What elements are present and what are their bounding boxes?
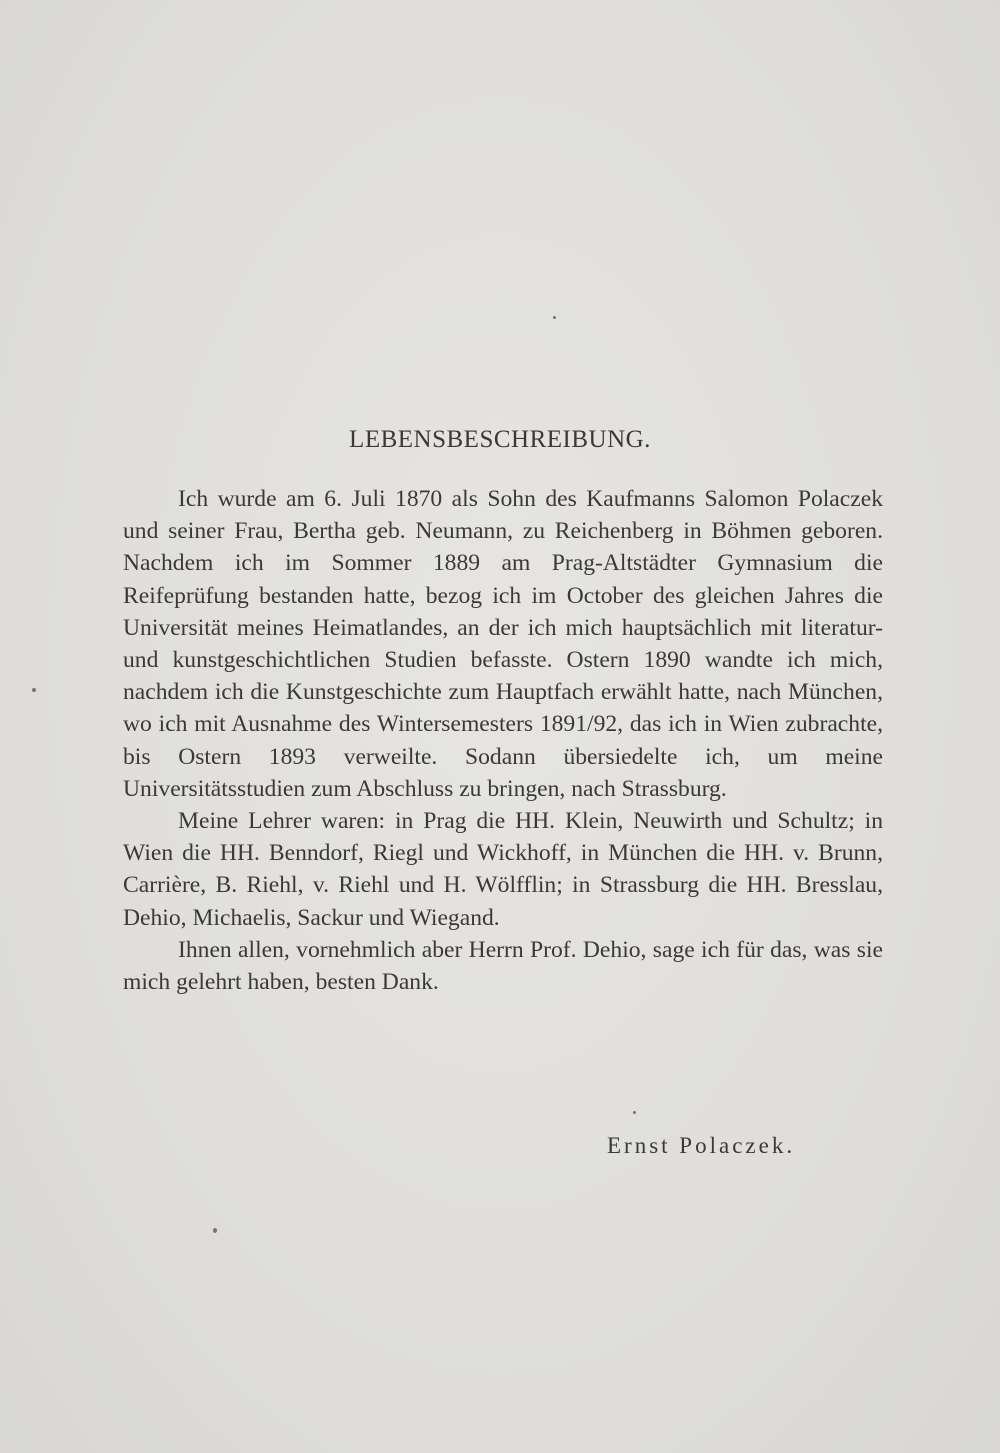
page-speck: [32, 688, 36, 692]
paragraph-biography: Ich wurde am 6. Juli 1870 als Sohn des Kaufmanns Salomon Polaczek und seiner Frau, Bertha geb. Neumann, zu Reichenberg in Böhmen geboren. Nachdem ich im Sommer 1889 am Prag-Altstädter Gymnasium die Reifeprüfung bestanden hatte, bezog ich im October des gleichen Jahres die Universität meines Heimatlandes, an der ich mich hauptsächlich mit literatur- und kunstgeschichtlichen Studien befasste. Ostern 1890 wandte ich mich, nachdem ich die Kunstgeschichte zum Hauptfach erwählt hatte, nach München, wo ich mit Ausnahme des Wintersemesters 1891/92, das ich in Wien zubrachte, bis Ostern 1893 verweilte. Sodann übersiedelte ich, um meine Universitätsstudien zum Abschluss zu bringen, nach Strassburg.: [123, 486, 883, 802]
page-speck: [553, 316, 556, 319]
page-speck: [633, 1111, 636, 1114]
paragraph-teachers: Meine Lehrer waren: in Prag die HH. Klein, Neuwirth und Schultz; in Wien die HH. Benndorf, Riegl und Wickhoff, in München die HH. v. Brunn, Carrière, B. Riehl, v. Riehl und H. Wölfflin; in Strassburg die HH. Bresslau, Dehio, Michaelis, Sackur und Wiegand.: [123, 808, 883, 931]
body-text: [123, 483, 883, 998]
signature: Ernst Polaczek.: [607, 1133, 796, 1158]
page-speck: [213, 1228, 217, 1233]
paragraph-thanks: Ihnen allen, vornehmlich aber Herrn Prof. Dehio, sage ich für das, was sie mich gelehrt haben, besten Dank.: [123, 936, 883, 996]
page-title: LEBENSBESCHREIBUNG.: [349, 426, 651, 453]
